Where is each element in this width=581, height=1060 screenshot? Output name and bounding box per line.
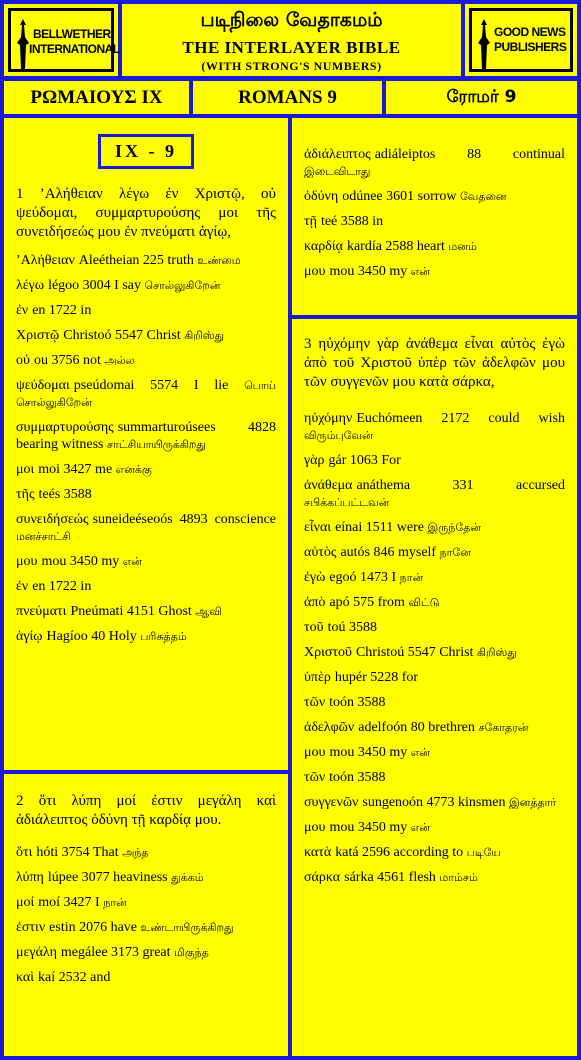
word-definition: eínai 1511 were	[335, 520, 424, 535]
logo-right-line1: GOOD NEWS	[494, 25, 566, 39]
word-definition: Christoó 5547 Christ	[63, 328, 181, 343]
word-entry	[304, 213, 565, 230]
word-definition: toú 3588	[327, 620, 377, 635]
word-definition: apó 575 from	[329, 595, 405, 610]
greek-word: μου	[16, 554, 38, 569]
tamil-gloss: மாம்சம்	[439, 871, 478, 884]
title-english: THE INTERLAYER BIBLE	[182, 38, 401, 57]
word-definition: gár 1063 For	[328, 453, 401, 468]
word-definition: odúnee 3601 sorrow	[342, 189, 457, 204]
greek-word: λύπη	[16, 870, 44, 885]
tamil-gloss: மிகுந்த	[174, 946, 209, 959]
verse2-cont-word-list	[304, 146, 565, 280]
tamil-gloss: நானே	[439, 546, 471, 559]
word-entry	[16, 603, 276, 620]
verse1-panel	[4, 118, 288, 770]
word-entry	[16, 461, 276, 478]
word-definition: mou 3450 my	[329, 745, 408, 760]
tamil-gloss: அந்த	[122, 846, 149, 859]
tamil-gloss: என்	[410, 265, 430, 278]
book-english: ROMANS 9	[193, 81, 382, 114]
greek-word: Χριστοῦ	[304, 645, 352, 660]
verse1-text: 1 ’Αλήθειαν λέγω ἐν Χριστῷ, οὐ ψεύδομαι, συμμαρτυρούσης μοι τῆς συνειδήσεώς μου ἐν πνεύματι ἁγίῳ,	[16, 186, 276, 240]
verse2-text: 2 ὅτι λύπη μοί ἐστιν μεγάλη καὶ ἀδιάλειπτος ὀδύνη τῇ καρδίᾳ μου.	[16, 793, 276, 828]
word-definition: sungenoón 4773 kinsmen	[362, 795, 506, 810]
word-entry	[16, 869, 276, 886]
tamil-gloss: மனச்சாட்சி	[16, 530, 71, 543]
verse2-word-list	[16, 844, 276, 986]
word-entry	[304, 719, 565, 736]
word-definition: egoó 1473 I	[329, 570, 397, 585]
greek-word: ἐγὼ	[304, 570, 326, 585]
greek-word: σάρκα	[304, 870, 341, 885]
greek-word: μοι	[16, 462, 35, 477]
word-definition: Euchómeen 2172 could wish	[356, 411, 565, 426]
word-entry	[16, 419, 276, 453]
word-definition: lúpee 3077 heaviness	[47, 870, 168, 885]
word-entry	[304, 410, 565, 444]
tamil-gloss: சபிக்கப்பட்டவன்	[304, 496, 390, 509]
greek-word: ηὐχόμην	[304, 411, 353, 426]
word-entry	[16, 919, 276, 936]
greek-word: μοί	[16, 895, 35, 910]
tamil-gloss: நான்	[103, 896, 127, 909]
greek-word: συγγενῶν	[304, 795, 359, 810]
greek-word: ἐστιν	[16, 920, 46, 935]
word-entry	[16, 377, 276, 411]
word-entry	[304, 669, 565, 686]
word-definition: kaí 2532 and	[38, 970, 111, 985]
word-entry	[16, 969, 276, 986]
word-entry	[304, 844, 565, 861]
greek-word: εἶναι	[304, 520, 332, 535]
chapter-label: IX - 9	[98, 134, 194, 169]
word-definition: Hagíoo 40 Holy	[46, 629, 137, 644]
word-definition: katá 2596 according to	[335, 845, 464, 860]
bellwether-logo	[4, 4, 118, 76]
tamil-gloss: பொய் சொல்லுகிறேன்	[16, 379, 277, 409]
word-definition: hupér 5228 for	[334, 670, 419, 685]
tamil-gloss: சகோதரன்	[478, 721, 529, 734]
verse3-text: 3 ηὐχόμην γὰρ ἀνάθεμα εἶναι αὐτὸς ἐγὼ ἀπὸ τοῦ Χριστοῦ ὑπὲρ τῶν ἀδελφῶν μου τῶν συγγενῶν μου κατὰ σάρκα,	[304, 336, 565, 390]
greek-word: ’Αλήθειαν	[16, 253, 75, 268]
word-definition: moi 3427 me	[38, 462, 113, 477]
word-definition: légoo 3004 I say	[48, 278, 142, 293]
greek-word: πνεύματι	[16, 604, 67, 619]
word-entry	[16, 894, 276, 911]
greek-word: μεγάλη	[16, 945, 57, 960]
word-definition: ou 3756 not	[33, 353, 101, 368]
word-definition: Aleétheian 225 truth	[78, 253, 194, 268]
verse2-cont-panel	[292, 118, 577, 315]
tamil-gloss: பரிசுத்தம்	[140, 630, 187, 643]
greek-word: αὐτὸς	[304, 545, 337, 560]
word-entry	[16, 628, 276, 645]
logo-right-line2: PUBLISHERS	[494, 40, 567, 54]
word-definition: toón 3588	[329, 695, 386, 710]
greek-word: καὶ	[16, 970, 35, 985]
verse2-panel	[4, 774, 288, 1056]
book-greek: ΡΩΜΑΙΟΥΣ IX	[4, 81, 189, 114]
word-entry	[304, 869, 565, 886]
word-entry	[304, 619, 565, 636]
title-subtitle: (WITH STRONG'S NUMBERS)	[201, 59, 382, 73]
tamil-gloss: ஆவி	[195, 605, 222, 618]
word-definition: teés 3588	[38, 487, 92, 502]
word-definition: sárka 4561 flesh	[344, 870, 436, 885]
word-definition: Christoú 5547 Christ	[355, 645, 474, 660]
greek-word: καρδίᾳ	[304, 239, 343, 254]
word-definition: mou 3450 my	[41, 554, 120, 569]
greek-word: γὰρ	[304, 453, 325, 468]
word-definition: hóti 3754 That	[36, 845, 119, 860]
greek-word: ἀπὸ	[304, 595, 326, 610]
tamil-gloss: விரும்புவேன்	[304, 429, 373, 442]
word-definition: anáthema 331 accursed	[356, 478, 565, 493]
word-definition: autós 846 myself	[340, 545, 437, 560]
greek-word: μου	[304, 264, 326, 279]
greek-word: ἀδελφῶν	[304, 720, 355, 735]
word-entry	[16, 277, 276, 294]
word-entry	[16, 578, 276, 595]
word-entry	[304, 744, 565, 761]
good-news-logo	[465, 4, 577, 76]
word-entry	[304, 146, 565, 180]
tamil-gloss: உண்மை	[197, 254, 241, 267]
tamil-gloss: கிறிஸ்து	[184, 329, 225, 342]
word-entry	[16, 844, 276, 861]
greek-word: μου	[304, 820, 326, 835]
tamil-gloss: வேதனை	[460, 190, 507, 203]
verse3-panel	[292, 319, 577, 1056]
greek-word: ἐν	[16, 303, 29, 318]
word-definition: en 1722 in	[32, 579, 92, 594]
word-entry	[304, 263, 565, 280]
greek-word: τῇ	[304, 214, 317, 229]
greek-word: Χριστῷ	[16, 328, 60, 343]
word-entry	[304, 188, 565, 205]
word-definition: moí 3427 I	[38, 895, 100, 910]
word-entry	[304, 519, 565, 536]
word-entry	[304, 569, 565, 586]
tamil-gloss: இனத்தார்	[508, 796, 557, 809]
book-tamil: ரோமர் 9	[386, 81, 577, 114]
tamil-gloss: கிறிஸ்து	[476, 646, 517, 659]
tamil-gloss: விட்டு	[408, 596, 440, 609]
greek-word: ἁγίῳ	[16, 629, 43, 644]
word-definition: toón 3588	[329, 770, 386, 785]
tamil-gloss: அல்ல	[104, 354, 135, 367]
word-definition: en 1722 in	[32, 303, 92, 318]
greek-word: τῆς	[16, 487, 35, 502]
tamil-gloss: நான்	[399, 571, 424, 584]
word-entry	[16, 486, 276, 503]
word-entry	[16, 511, 276, 545]
word-definition: kardía 2588 heart	[346, 239, 445, 254]
verse3-word-list	[304, 410, 565, 886]
tamil-gloss: எனக்கு	[115, 463, 152, 476]
greek-word: ἀδιάλειπτος	[304, 147, 371, 162]
tamil-gloss: சொல்லுகிறேன்	[144, 279, 221, 292]
greek-word: τοῦ	[304, 620, 324, 635]
tamil-gloss: என்	[410, 821, 430, 834]
greek-word: κατὰ	[304, 845, 332, 860]
word-entry	[16, 944, 276, 961]
greek-word: ὑπὲρ	[304, 670, 331, 685]
word-definition: adiáleiptos 88 continual	[374, 147, 565, 162]
tamil-gloss: உண்டாயிருக்கிறது	[140, 921, 234, 934]
tamil-gloss: என்	[122, 555, 142, 568]
greek-word: ὀδύνη	[304, 189, 339, 204]
word-definition: mou 3450 my	[329, 820, 408, 835]
greek-word: τῶν	[304, 695, 326, 710]
word-definition: suneideéseoós 4893 conscience	[92, 512, 276, 527]
greek-word: οὐ	[16, 353, 30, 368]
word-entry	[304, 238, 565, 255]
tamil-gloss: இருந்தேன்	[427, 521, 482, 534]
word-entry	[16, 553, 276, 570]
greek-word: ἀνάθεμα	[304, 478, 353, 493]
tamil-gloss: என்	[410, 746, 430, 759]
word-entry	[304, 452, 565, 469]
word-definition: pseúdomai 5574 I lie	[73, 378, 229, 393]
tamil-gloss: படியே	[466, 846, 501, 859]
word-entry	[16, 352, 276, 369]
word-definition: summarturoúsees 4828 bearing witness	[16, 420, 276, 452]
word-entry	[304, 594, 565, 611]
word-definition: mou 3450 my	[329, 264, 408, 279]
greek-word: συμμαρτυρούσης	[16, 420, 114, 435]
word-entry	[16, 302, 276, 319]
word-entry	[304, 794, 565, 811]
word-entry	[304, 694, 565, 711]
greek-word: ὅτι	[16, 845, 33, 860]
word-entry	[304, 477, 565, 511]
tamil-gloss: சாட்சியாயிருக்கிறது	[106, 438, 206, 451]
greek-word: ἐν	[16, 579, 29, 594]
word-definition: megálee 3173 great	[60, 945, 171, 960]
word-entry	[304, 644, 565, 661]
word-entry	[16, 252, 276, 269]
word-entry	[304, 769, 565, 786]
greek-word: μου	[304, 745, 326, 760]
word-definition: adelfoón 80 brethren	[358, 720, 475, 735]
greek-word: τῶν	[304, 770, 326, 785]
word-definition: teé 3588 in	[320, 214, 384, 229]
word-entry	[304, 819, 565, 836]
greek-word: συνειδήσεώς	[16, 512, 89, 527]
logo-left-line1: BELLWETHER	[33, 27, 111, 41]
title-tamil: படிநிலை வேதாகமம்	[200, 9, 383, 31]
tamil-gloss: இடைவிடாது	[304, 165, 371, 178]
word-entry	[304, 544, 565, 561]
title-block	[122, 4, 461, 76]
lamp-figure-icon	[475, 17, 493, 73]
verse1-word-list	[16, 252, 276, 645]
word-entry	[16, 327, 276, 344]
greek-word: λέγω	[16, 278, 45, 293]
logo-left-line2: INTERNATIONAL	[29, 42, 120, 56]
word-definition: estin 2076 have	[49, 920, 138, 935]
tamil-gloss: மனம்	[448, 240, 477, 253]
tamil-gloss: துக்கம்	[171, 871, 204, 884]
word-definition: Pneúmati 4151 Ghost	[70, 604, 192, 619]
greek-word: ψεύδομαι	[16, 378, 70, 393]
